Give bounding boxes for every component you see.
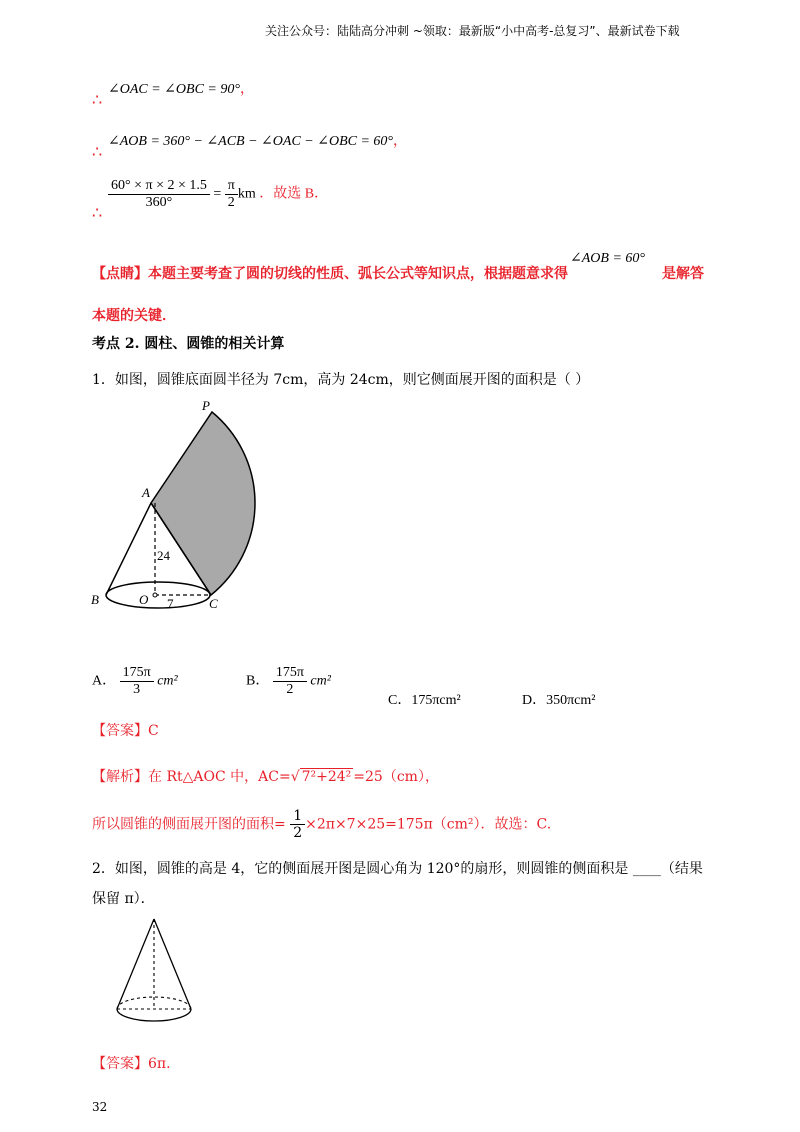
therefore-symbol-1: ∴ [92,90,103,109]
label-C: C [209,596,218,611]
therefore-symbol-2: ∴ [92,142,103,161]
section-title: 考点 2. 圆柱、圆锥的相关计算 [92,336,285,352]
question-2-line-1: 2．如图，圆锥的高是 4，它的侧面展开图是圆心角为 120°的扇形，则圆锥的侧面积是 ____（结果 [92,861,703,877]
page-number: 32 [92,1100,108,1114]
label-P: P [202,398,210,413]
pi-over-two-fraction: $\frac{\pi}{2}$ [225,178,238,211]
label-O: O [139,592,149,607]
comment-line-2: 本题的关键． [92,308,176,324]
label-B: B [91,592,99,607]
arc-length-fraction: $\frac{60^\circ \times \pi \times 2 \times 1.5}{360^\circ}$ [108,178,210,211]
answer-1: 【答案】C [92,723,159,739]
cone2-slant-left [117,919,154,1009]
label-radius: 7 [167,596,174,611]
option-b: B． $\frac{175\pi}{2}$ cm² [246,665,331,697]
question-2-line-2: 保留 π）． [92,891,155,907]
comment-tail: 是解答 [662,266,704,282]
therefore-symbol-3: ∴ [92,203,103,222]
cone-slant-left [106,503,151,595]
cone2-base-front [117,1009,191,1021]
option-d: D．350πcm² [522,693,596,708]
center-point [153,593,157,597]
sector-shaded [151,412,255,595]
equation-line-1: ∠OAC = ∠OBC = 90°， [108,82,254,97]
label-A: A [142,485,150,500]
equation-line-2: ∠AOB = 360° − ∠ACB − ∠OAC − ∠OBC = 60°， [108,134,408,149]
option-c: C．175πcm² [388,693,461,708]
answer-2: 【答案】6π. [92,1056,171,1072]
cone-figure [110,915,200,1030]
label-height: 24 [157,548,170,563]
comment-formula: ∠AOB = 60° [570,251,645,266]
equation-line-3: $\frac{60^\circ \times \pi \times 2 \times 1.5}{360^\circ}$ = $\frac{\pi}{2}$ km ．故选 B． [108,178,328,211]
option-a: A． $\frac{175\pi}{3}$ cm² [92,665,178,697]
cone2-slant-right [154,919,191,1009]
cone-net-figure [85,395,285,615]
question-1-text: 1．如图，圆锥底面圆半径为 7cm，高为 24cm，则它侧面展开图的面积是（ ） [92,372,590,388]
comment-line-1: 【点睛】本题主要考查了圆的切线的性质、弧长公式等知识点，根据题意求得 [92,266,568,282]
analysis-line-1: 【解析】在 Rt△AOC 中，AC=√ 7²+24² =25（cm）， [92,769,439,785]
analysis-line-2: 所以圆锥的侧面展开图的面积= $\frac{1}{2}$ ×2π×7×25=175π（cm²）．故选：C. [92,808,552,841]
page-header: 关注公众号：陆陆高分冲刺 ~领取：最新版“小中高考-总复习”、最新试卷下载 [265,24,680,38]
